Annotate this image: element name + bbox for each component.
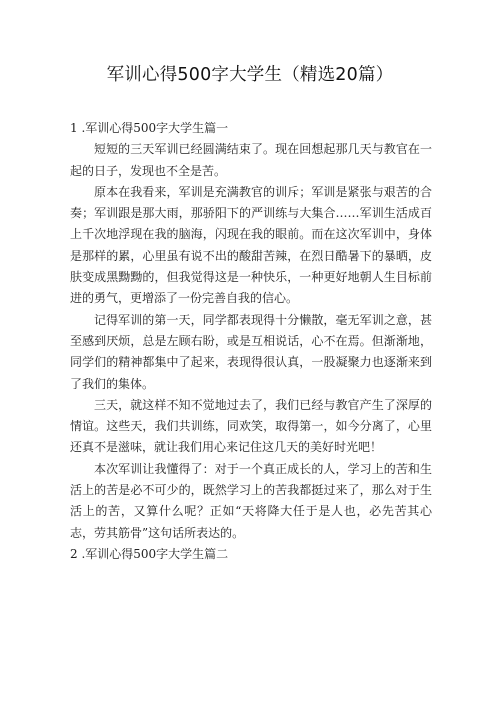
section-1-paragraph-4: 三天，就这样不知不觉地过去了，我们已经与教官产生了深厚的情谊。这些天，我们共训练，同欢笑，取得第一，如今分离了，心里还真不是滋味，就让我们用心来记住这几天的美好时光吧！ (70, 397, 432, 455)
section-1-paragraph-5: 本次军训让我懂得了：对于一个真正成长的人，学习上的苦和生活上的苦是必不可少的，既然学习上的苦我都挺过来了，那么对于生活上的苦，又算什么呢？正如“天将降大任于是人也，必先苦其心志，劳其筋骨”这句话所表达的。 (70, 461, 432, 540)
section-1-paragraph-3: 记得军训的第一天，同学都表现得十分懒散，毫无军训之意，甚至感到厌烦，总是左顾右盼，或是互相说话，心不在焉。但渐渐地，同学们的精神都集中了起来，表现得很认真，一股凝聚力也逐渐来到了我们的集体。 (70, 312, 432, 391)
section-1-paragraph-1: 短短的三天军训已经圆满结束了。现在回想起那几天与教官在一起的日子，发现也不全是苦。 (70, 142, 432, 178)
section-2-heading: 2 .军训心得500字大学生篇二 (70, 546, 229, 561)
document-title: 军训心得500字大学生（精选20篇） (106, 65, 394, 85)
section-1-heading: 1 .军训心得500字大学生篇一 (70, 121, 229, 135)
section-1-paragraph-2: 原本在我看来，军训是充满教官的训斥；军训是紧张与艰苦的合奏；军训跟是那大雨，那骄阳下的严训练与大集合……军训生活成百上千次地浮现在我的脑海，闪现在我的眼前。而在这次军训中，身体是那样的累，心里虽有说不出的酸甜苦辣，在烈日酷暑下的暴晒，皮肤变成黑黝黝的，但我觉得这是一种快乐，一种更好地朝人生目标前进的勇气，更增添了一份完善自我的信心。 (70, 184, 432, 306)
document-body (70, 118, 432, 565)
